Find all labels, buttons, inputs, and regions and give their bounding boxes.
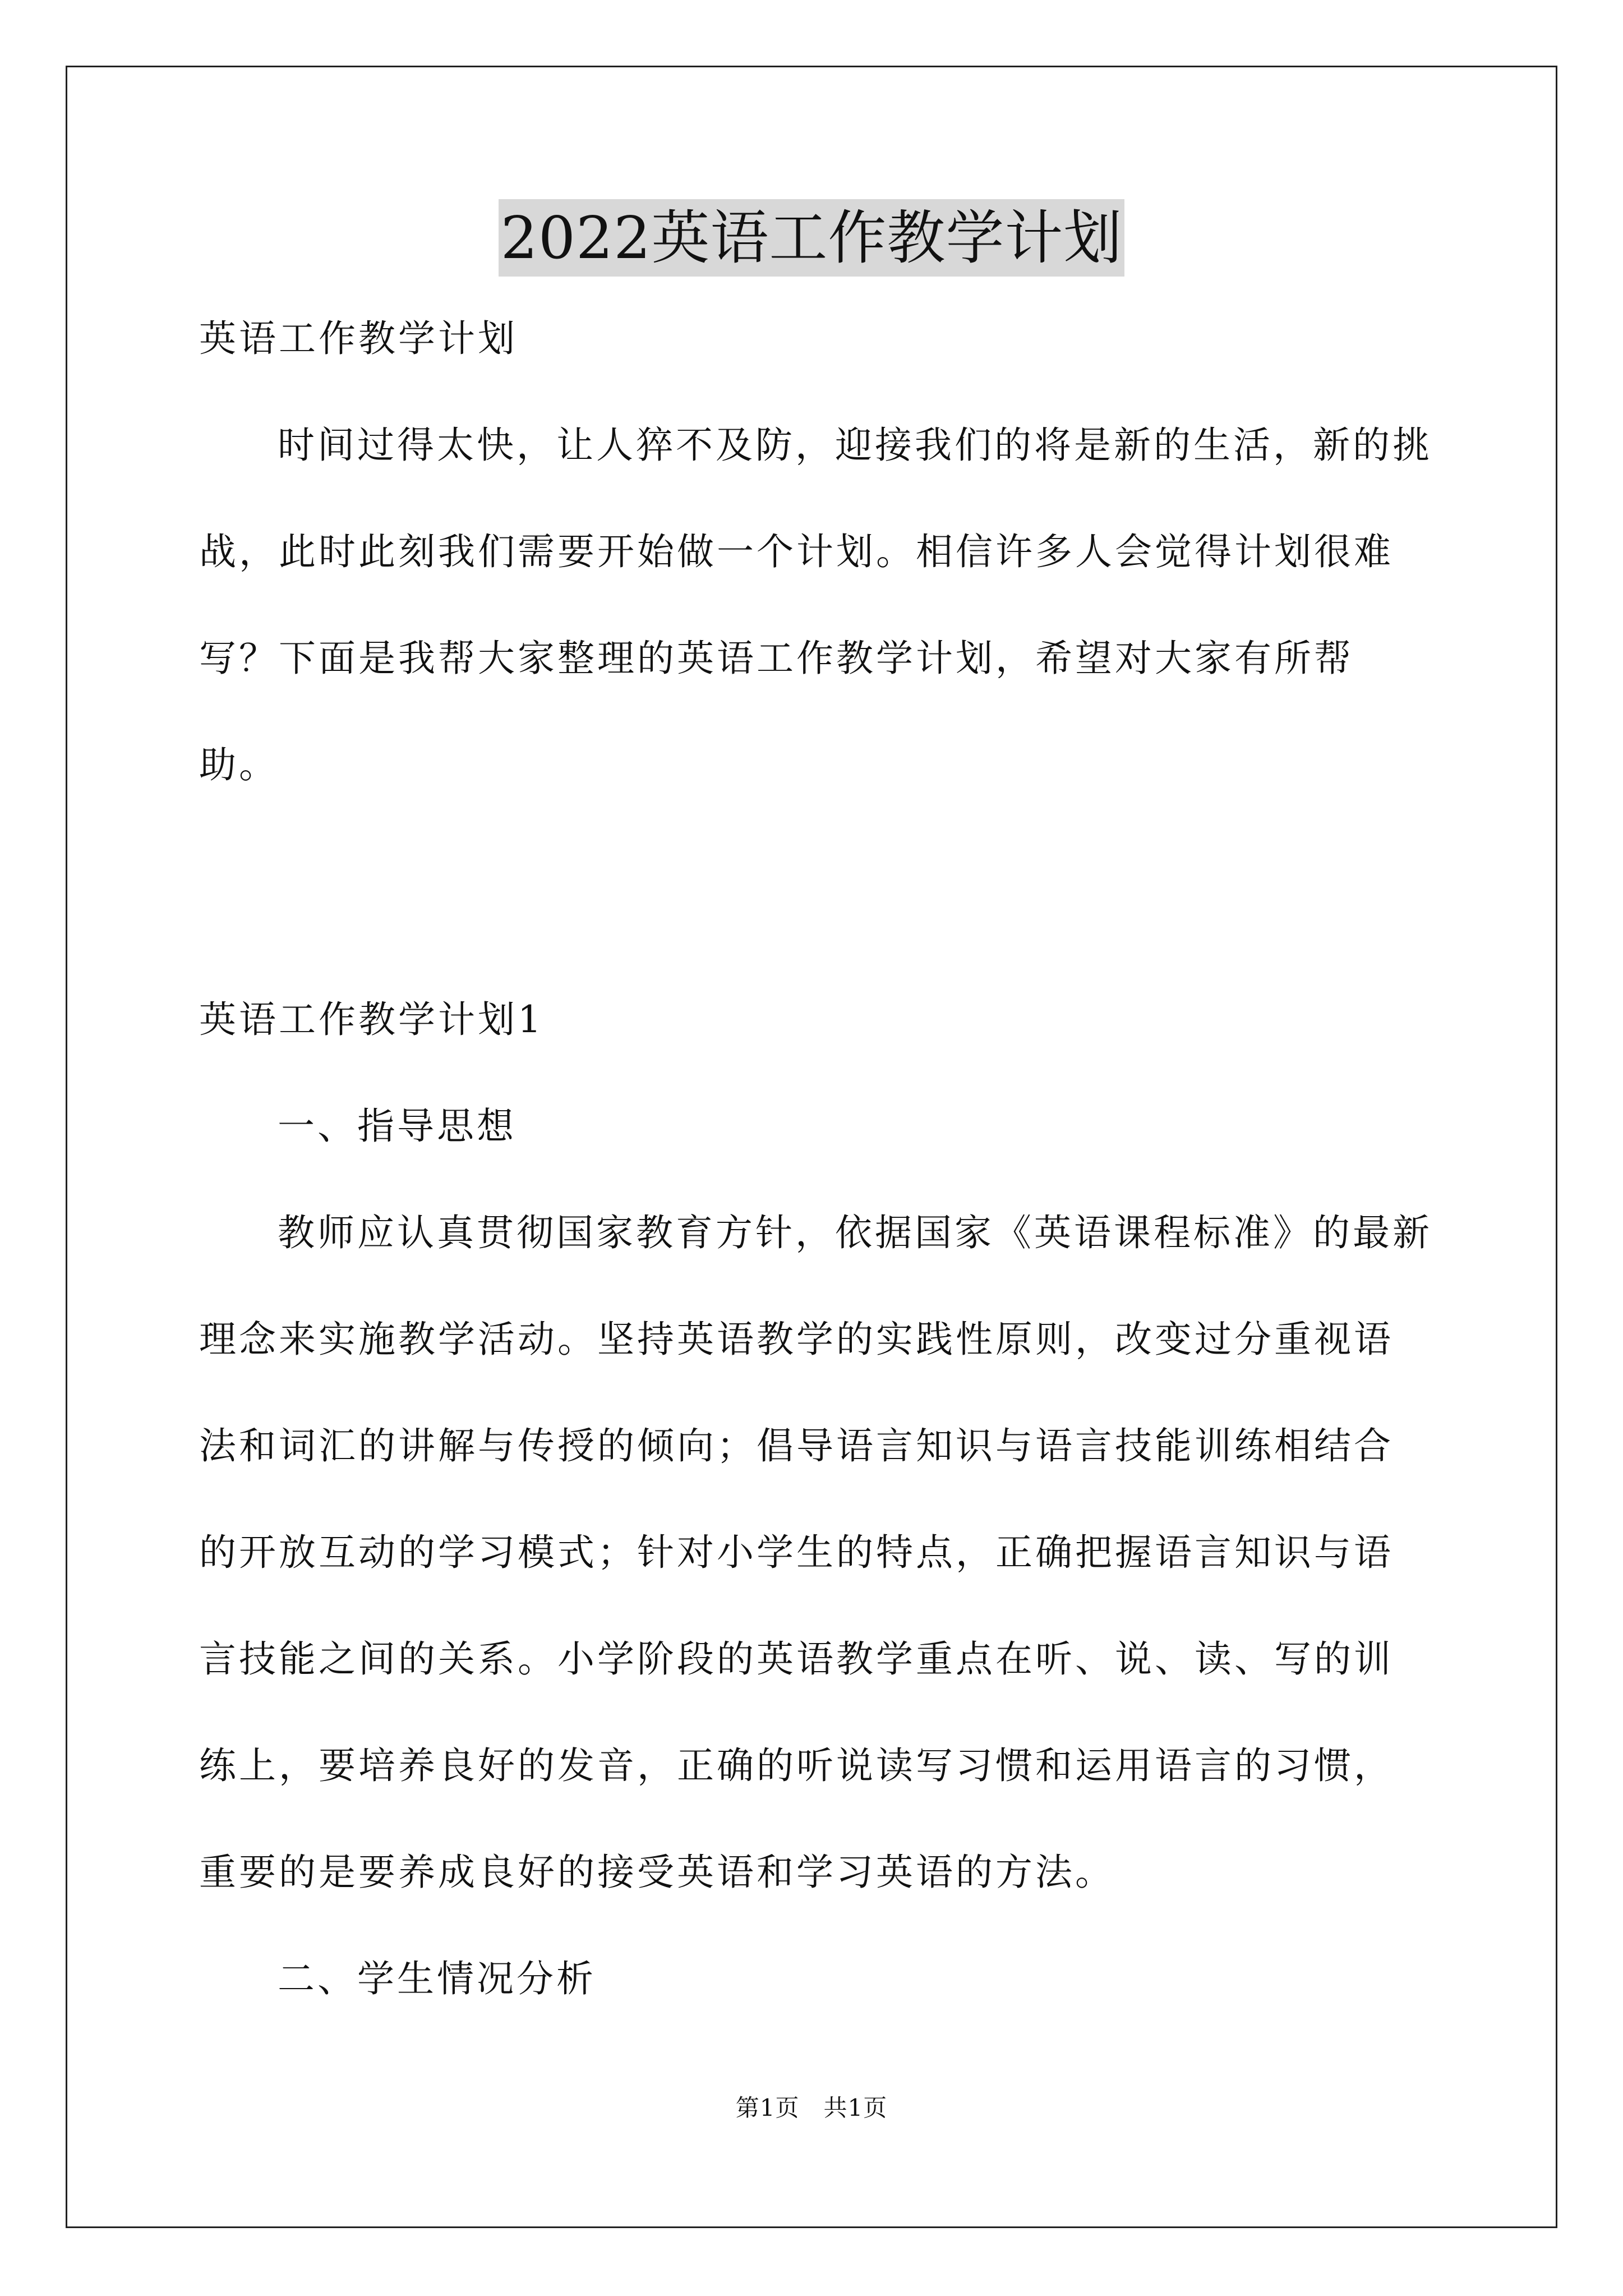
subsection-2-heading: 二、学生情况分析 <box>278 1957 596 2000</box>
title-container <box>0 199 1623 277</box>
subsection-1-paragraph: 教师应认真贯彻国家教育方针，依据国家《英语课程标准》的最新理念来实施教学活动。坚持英语教学的实践性原则，改变过分重视语法和词汇的讲解与传授的倾向；倡导语言知识与语言技能训练相结合的开放互动的学习模式；针对小学生的特点，正确把握语言知识与语言技能之间的关系。小学阶段的英语教学重点在听、说、读、写的训练上，要培养良好的发音，正确的听说读写习惯和运用语言的习惯，重要的是要养成良好的接受英语和学习英语的方法。 <box>199 1211 1432 1894</box>
section-1-block <box>199 967 1433 2032</box>
intro-paragraph: 时间过得太快，让人猝不及防，迎接我们的将是新的生活，新的挑战，此时此刻我们需要开始做一个计划。相信许多人会觉得计划很难写？下面是我帮大家整理的英语工作教学计划，希望对大家有所帮助。 <box>199 424 1432 786</box>
page-footer: 第1页 共1页 <box>735 2094 888 2122</box>
section-1-heading: 英语工作教学计划1 <box>199 998 544 1041</box>
subsection-1-heading: 一、指导思想 <box>278 1105 517 1148</box>
intro-heading: 英语工作教学计划 <box>199 317 518 360</box>
document-title: 2022英语工作教学计划 <box>499 199 1125 277</box>
intro-block <box>199 286 1433 818</box>
